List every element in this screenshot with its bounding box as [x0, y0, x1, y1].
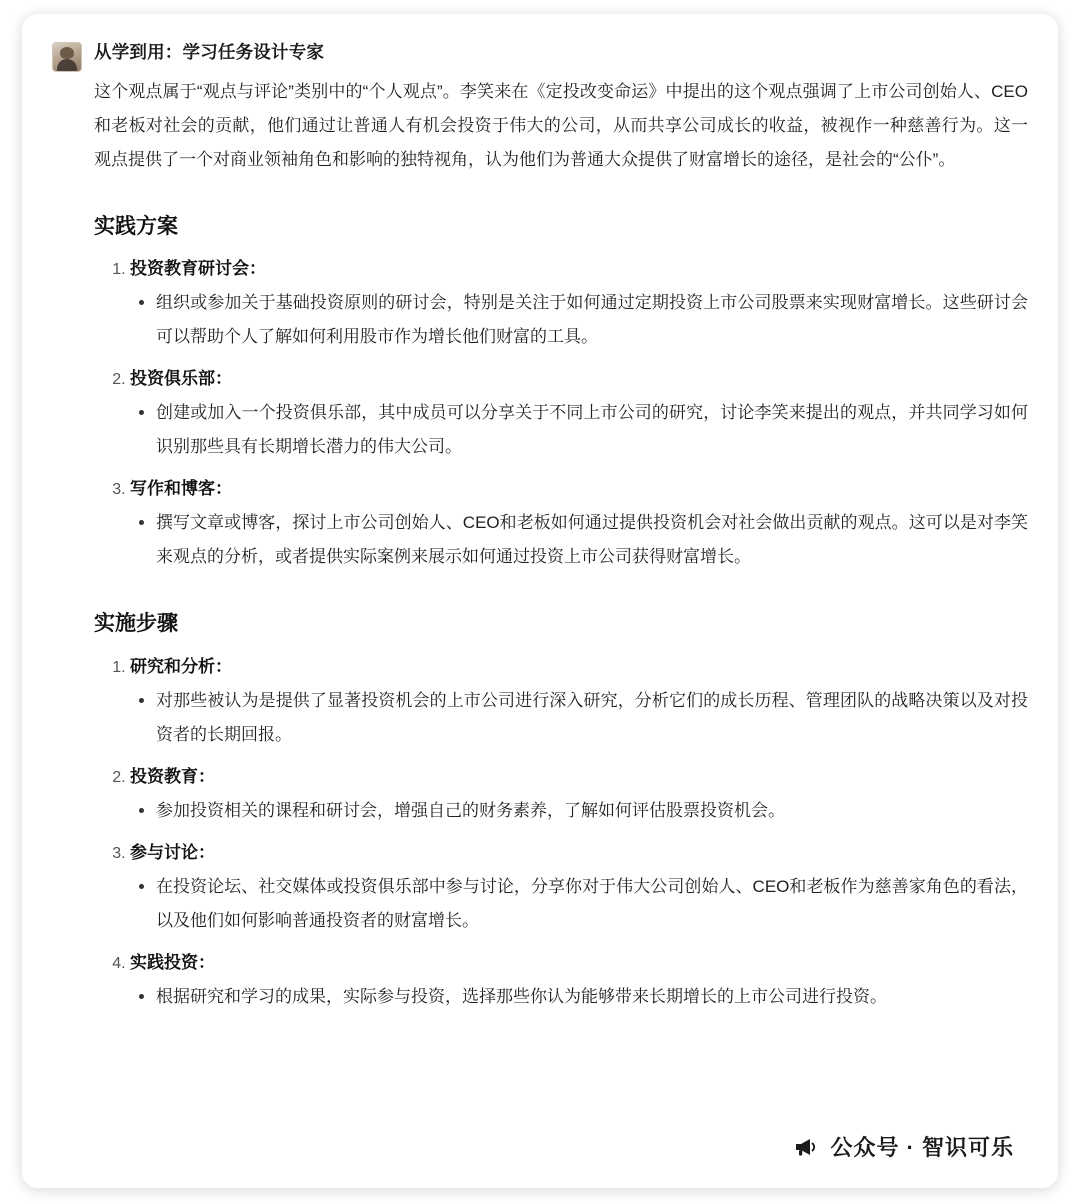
sub-list: [130, 684, 1028, 752]
sub-list: [130, 396, 1028, 464]
section-title-practice: 实践方案: [94, 214, 178, 238]
list-item-title: 投资教育：: [130, 766, 215, 786]
sub-list: [130, 980, 1028, 1014]
steps-list: [94, 650, 1028, 1014]
list-item: [130, 836, 1028, 938]
list-item-title: 实践投资：: [130, 952, 215, 972]
message-header: [52, 40, 1028, 1022]
sub-list-item: • 对那些被认为是提供了显著投资机会的上市公司进行深入研究，分析它们的成长历程、管理团队的战略决策以及对投资者的长期回报。: [156, 684, 1028, 752]
list-item: [130, 252, 1028, 354]
megaphone-icon: [792, 1134, 818, 1160]
sender-name: 从学到用：学习任务设计专家: [94, 42, 325, 62]
monkey-avatar-icon: [52, 42, 82, 72]
list-item-title: 写作和博客：: [130, 479, 232, 498]
sub-list-item: • 参加投资相关的课程和研讨会，增强自己的财务素养，了解如何评估股票投资机会。: [156, 794, 1028, 828]
sub-list-item: • 根据研究和学习的成果，实际参与投资，选择那些你认为能够带来长期增长的上市公司进行投资。: [156, 980, 1028, 1014]
list-item: [130, 946, 1028, 1014]
sub-list-item: • 撰写文章或博客，探讨上市公司创始人、CEO和老板如何通过提供投资机会对社会做出贡献的观点。这可以是对李笑来观点的分析，或者提供实际案例来展示如何通过投资上市公司获得财富增长。: [156, 506, 1028, 574]
list-item-title: 研究和分析：: [130, 656, 232, 676]
list-item-title: 投资教育研讨会：: [130, 259, 266, 278]
list-item: [130, 362, 1028, 464]
practice-list: [94, 252, 1028, 574]
sub-list: [130, 794, 1028, 828]
footer-brand: [792, 1131, 1014, 1162]
message-card: [22, 14, 1058, 1188]
sub-list: [130, 870, 1028, 938]
sub-list-item: • 组织或参加关于基础投资原则的研讨会，特别是关注于如何通过定期投资上市公司股票来实现财富增长。这些研讨会可以帮助个人了解如何利用股市作为增长他们财富的工具。: [156, 286, 1028, 354]
list-item-title: 参与讨论：: [130, 842, 215, 862]
sub-list-item: • 在投资论坛、社交媒体或投资俱乐部中参与讨论，分享你对于伟大公司创始人、CEO和老板作为慈善家角色的看法，以及他们如何影响普通投资者的财富增长。: [156, 870, 1028, 938]
section-title-steps: 实施步骤: [94, 612, 178, 635]
list-item: [130, 650, 1028, 752]
list-item-title: 投资俱乐部：: [130, 369, 232, 388]
intro-paragraph: 这个观点属于“观点与评论”类别中的“个人观点”。李笑来在《定投改变命运》中提出的这个观点强调了上市公司创始人、CEO和老板对社会的贡献，他们通过让普通人有机会投资于伟大的公司，从而共享公司成长的收益，被视作一种慈善行为。这一观点提供了一个对商业领袖角色和影响的独特视角，认为他们为普通大众提供了财富增长的途径，是社会的“公仆”。: [94, 81, 1028, 169]
list-item: [130, 760, 1028, 828]
brand-text: 公众号 · 智识可乐: [830, 1135, 1014, 1160]
sub-list: [130, 286, 1028, 354]
message-body: [94, 40, 1028, 1022]
sub-list-item: • 创建或加入一个投资俱乐部，其中成员可以分享关于不同上市公司的研究，讨论李笑来提出的观点，并共同学习如何识别那些具有长期增长潜力的伟大公司。: [156, 396, 1028, 464]
list-item: [130, 472, 1028, 574]
sub-list: [130, 506, 1028, 574]
